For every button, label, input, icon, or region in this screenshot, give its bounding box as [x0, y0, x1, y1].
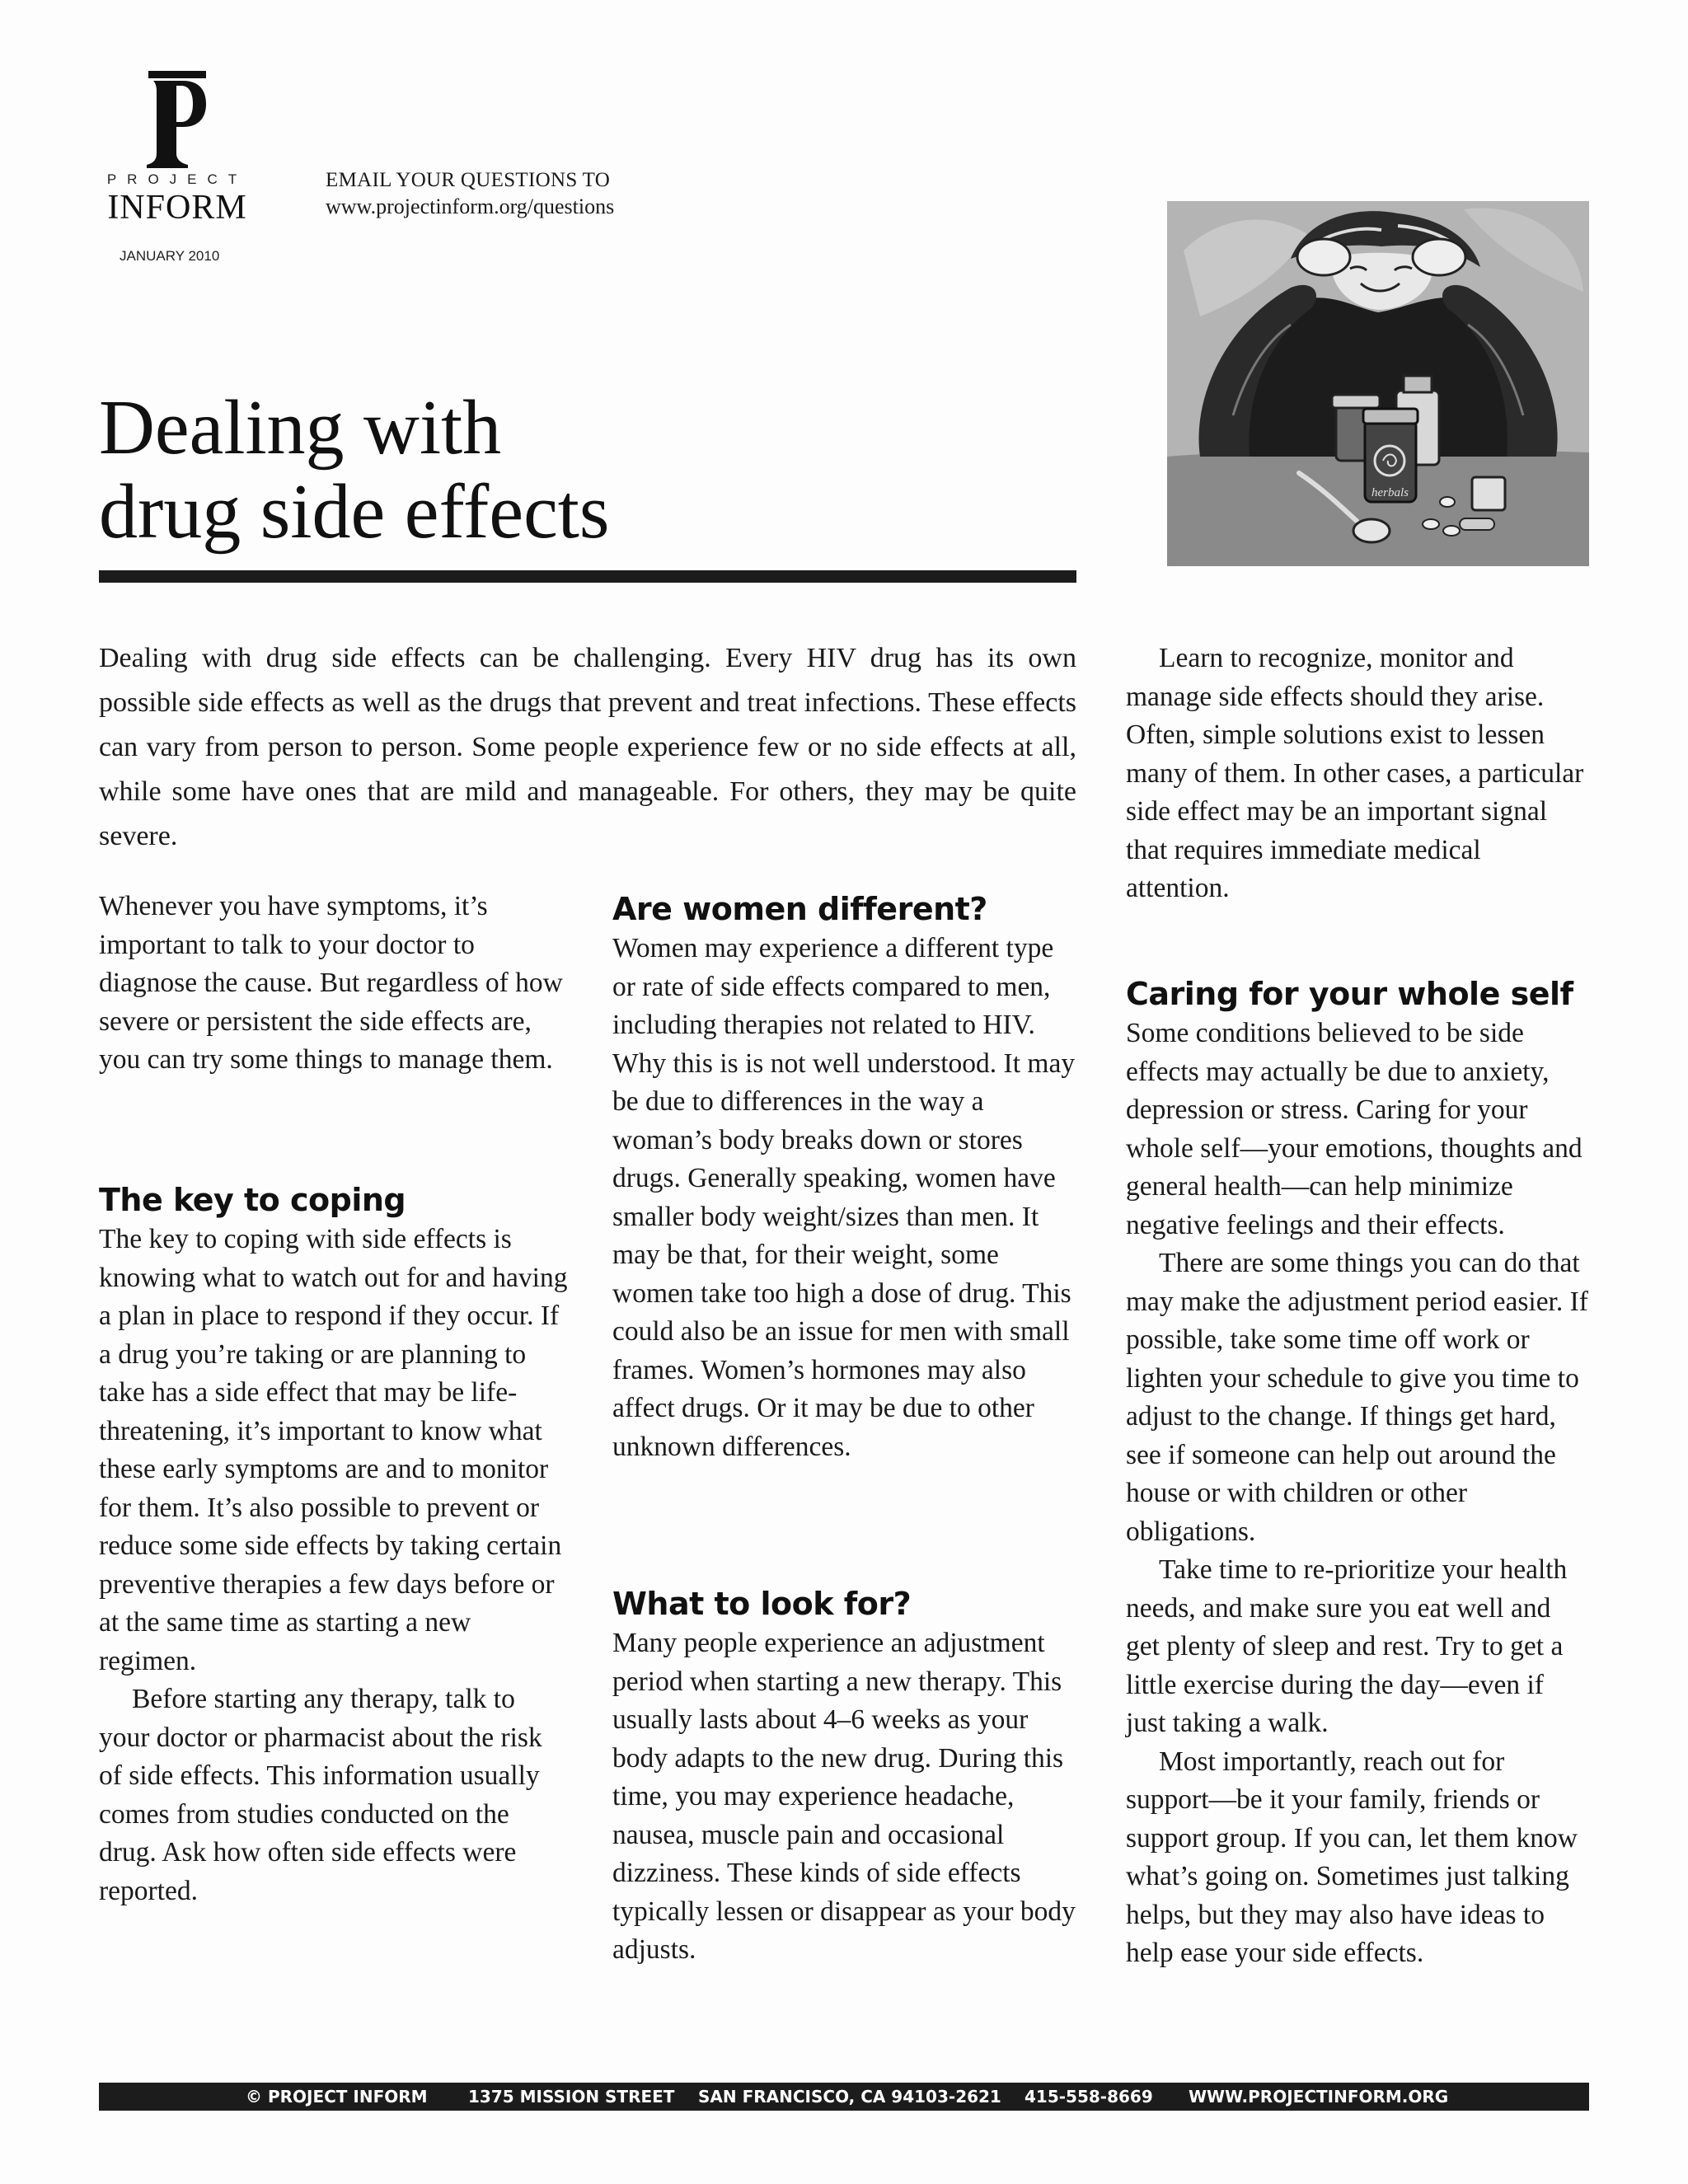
intro-paragraph: Dealing with drug side effects can be challenging. Every HIV drug has its own possible side effects as well as the drugs that prevent and treat infections. These effects can vary from person to person. Some people experience few or no side effects at all, while some have ones that are mild and manageable. For others, they may be quite severe. — [99, 643, 1076, 851]
col2-paragraph-1: Women may experience a different type or rate of side effects compared to men, including therapies not related to HIV. Why this is is not well understood. It may be due to differences in the way a woman’s body breaks down or stores drugs. Generally speaking, women have smaller body weight/sizes than men. It may be that, for their weight, some women take too high a dose of drug. This could also be an issue for men with small frames. Women’s hormones may also affect drugs. Or it may be due to other unknown differences. — [612, 933, 1076, 1462]
column-3-whole-self — [1126, 973, 1589, 1973]
heading-what-to-look-for: What to look for? — [612, 1586, 912, 1622]
footer-website-link[interactable]: WWW.PROJECTINFORM.ORG — [1189, 2087, 1449, 2107]
column-2-look-for — [612, 1583, 1082, 1970]
heading-women-different: Are women different? — [612, 891, 987, 927]
project-inform-logo — [99, 71, 256, 227]
column-3-intro — [1126, 640, 1589, 908]
footer-street: 1375 MISSION STREET — [468, 2087, 675, 2107]
logo-project-text: PROJECT — [106, 171, 248, 187]
heading-caring-whole-self: Caring for your whole self — [1126, 976, 1573, 1012]
logo-inform-text: INFORM — [107, 189, 247, 227]
col3-paragraph-5: Most importantly, reach out for support—be it your family, friends or support group. If you can, let them know what’s going on. Sometimes just talking helps, but they may also have ideas to help ease your side effects. — [1126, 1746, 1578, 1968]
col3-paragraph-3: There are some things you can do that may make the adjustment period easier. If possible, take some time off work or lighten your schedule to give you time to adjust to the change. If things get hard, see if someone can help out around the house or with children or other obligations. — [1126, 1248, 1588, 1547]
footer-phone: 415-558-8669 — [1025, 2087, 1153, 2107]
footer-bar — [99, 2083, 1589, 2111]
col1-paragraph-1: Whenever you have symptoms, it’s important to talk to your doctor to diagnose the cause. But regardless of how severe or persistent the side effects are, you can try some things to manage them. — [99, 891, 563, 1075]
col3-paragraph-1: Learn to recognize, monitor and manage side effects should they arise. Often, simple solutions exist to lessen many of them. In other cases, a particular side effect may be an important signal that requires immediate medical attention. — [1126, 643, 1584, 903]
heading-key-to-coping: The key to coping — [99, 1182, 406, 1218]
project-inform-p-icon — [143, 71, 211, 168]
col3-paragraph-2: Some conditions believed to be side effects may actually be due to anxiety, depression or stress. Caring for your whole self—your emotions, thoughts and general health—can help minimize negative feelings and their effects. — [1126, 1018, 1582, 1240]
col1-paragraph-3: Before starting any therapy, talk to your doctor or pharmacist about the risk of side effects. This information usually comes from studies conducted on the drug. Ask how often side effects were reported. — [99, 1684, 542, 1906]
title-line-1: Dealing with — [99, 385, 502, 471]
title-line-2: drug side effects — [99, 469, 610, 555]
col3-paragraph-4: Take time to re-prioritize your health needs, and make sure you eat well and get plenty of sleep and rest. Try to get a little exercise during the day—even if just taking a walk. — [1126, 1554, 1568, 1738]
column-1-coping — [99, 1179, 569, 1910]
col1-paragraph-2: The key to coping with side effects is knowing what to watch out for and having a plan in place to respond if they occur. If a drug you’re taking or are planning to take has a side effect that may be life-threatening, it’s important to know what these early symptoms are and to monitor for them. It’s also possible to prevent or reduce some side effects by taking certain preventive therapies a few days before or at the same time as starting a new regimen. — [99, 1224, 568, 1676]
title-rule — [99, 570, 1076, 583]
footer-city: SAN FRANCISCO, CA 94103-2621 — [698, 2087, 1001, 2107]
column-1-intro — [99, 888, 569, 1080]
issue-date: JANUARY 2010 — [120, 248, 220, 264]
page-title — [99, 386, 610, 554]
column-2-women — [612, 888, 1082, 1466]
email-questions-block — [326, 167, 614, 220]
herbals-label: herbals — [1372, 486, 1409, 499]
woman-with-pill-bottles-illustration — [1167, 201, 1589, 566]
footer-copyright: © PROJECT INFORM — [246, 2087, 428, 2107]
email-label: EMAIL YOUR QUESTIONS TO — [326, 169, 611, 191]
email-questions-link[interactable]: www.projectinform.org/questions — [326, 194, 615, 218]
col2-paragraph-2: Many people experience an adjustment period when starting a new therapy. This usually lasts about 4–6 weeks as your body adapts to the new drug. During this time, you may experience headache, nausea, muscle pain and occasional dizziness. These kinds of side effects typically lessen or disappear as your body adjusts. — [612, 1628, 1076, 1965]
